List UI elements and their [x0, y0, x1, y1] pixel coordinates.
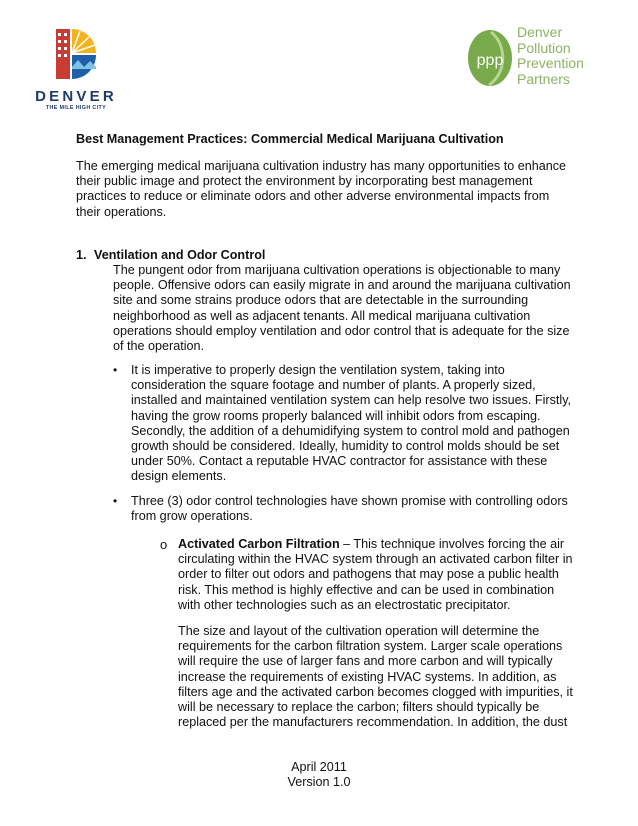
denver-tagline: THE MILE HIGH CITY: [45, 105, 107, 111]
ppp-line-3: Prevention: [517, 55, 584, 71]
ppp-mark-text: ppp: [476, 52, 504, 69]
document-title: Best Management Practices: Commercial Medical Marijuana Cultivation: [76, 132, 504, 146]
ppp-logo: [467, 25, 617, 91]
sub-item-continuation: The size and layout of the cultivation operation will determine the requirements for the carbon filtration system. Larger scale operations will require the use of larger fans and more carbon and will typically increase the requirements of existing HVAC systems. In addition, as filters age and the activated carbon becomes clogged with impurities, it will be necessary to replace the carbon; filters should typically be replaced per the manufacturers recommendation. In addition, the dust: [178, 624, 573, 730]
bullet-item: It is imperative to properly design the ventilation system, taking into consideration the square footage and number of plants. A properly sized, installed and maintained ventilation system can help resolve two issues. Firstly, having the grow rooms properly balanced will inhibit odors from escaping. Secondly, the addition of a dehumidifying system to control mold and pathogen growth should be considered. Ideally, humidity to control molds should be set under 50%. Contact a reputable HVAC contractor for assistance with these design elements.: [131, 363, 572, 484]
ppp-line-2: Pollution: [517, 39, 571, 56]
sub-item: [178, 537, 578, 613]
ppp-leaf-mark-icon: [467, 29, 513, 87]
hollow-bullet-icon: o: [160, 537, 168, 552]
section-number: 1.: [76, 248, 87, 262]
ppp-line-4: Partners: [517, 70, 570, 87]
ppp-name: [517, 25, 584, 87]
sub-item-text: – This technique involves forcing the air circulating within the HVAC system through an activated carbon filter in order to filter out odors and pathogens that may pose a public health risk. This method is highly effective and can be used in combination with other technologies such as an electrostatic precipitator.: [178, 537, 573, 612]
bullet-icon: •: [113, 363, 118, 377]
bullet-item: Three (3) odor control technologies have shown promise with controlling odors from grow operations.: [131, 494, 568, 524]
footer-date: April 2011: [291, 760, 347, 774]
sub-item-title: Activated Carbon Filtration: [178, 537, 340, 551]
denver-wordmark: DENVER: [35, 88, 117, 105]
denver-city-mark-icon: [56, 27, 98, 81]
section-heading: Ventilation and Odor Control: [94, 248, 266, 262]
ppp-line-1: Denver: [517, 24, 563, 40]
intro-paragraph: The emerging medical marijuana cultivation industry has many opportunities to enhance their public image and protect the environment by incorporating best management practices to reduce or eliminate odors and other adverse environmental impacts from their operations.: [76, 159, 567, 219]
denver-logo: [34, 25, 118, 115]
bullet-icon: •: [113, 494, 118, 508]
footer-version: Version 1.0: [287, 775, 351, 789]
section-body: The pungent odor from marijuana cultivation operations is objectionable to many people. Offensive odors can easily migrate in and around the marijuana cultivation site and some strains produce odors that are detectable in the surrounding neighborhood as well as adjacent tenants. All medical marijuana cultivation operations should employ ventilation and odor control that is adequate for the size of the operation.: [113, 263, 571, 354]
